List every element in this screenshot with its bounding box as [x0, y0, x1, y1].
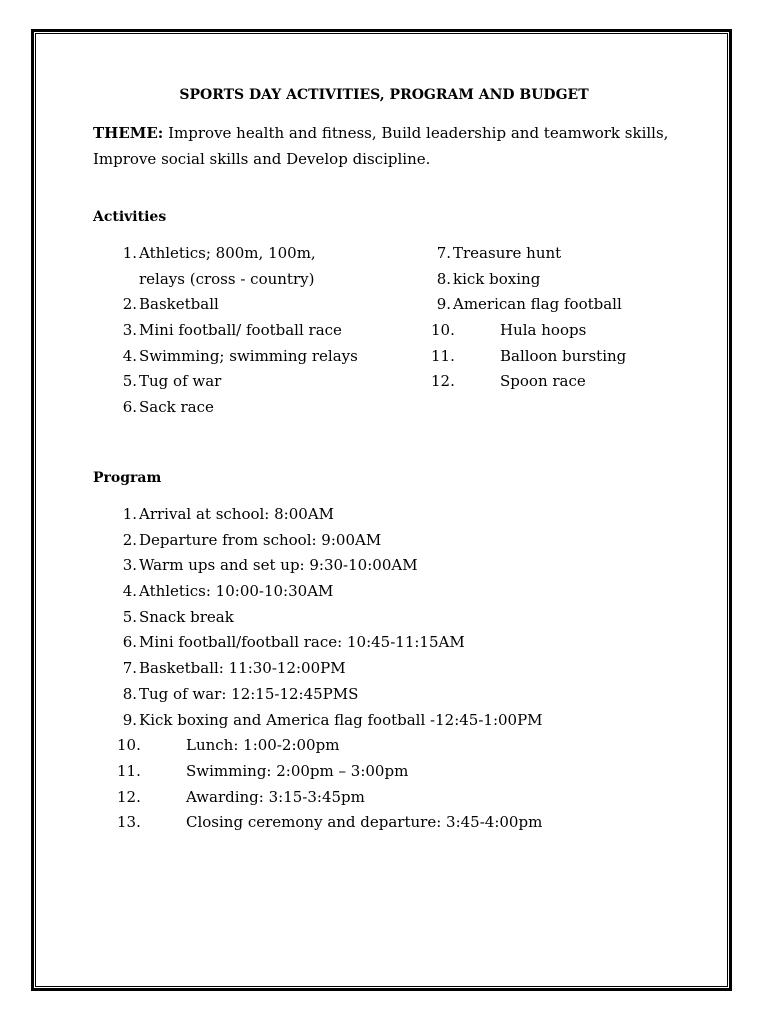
list-item [117, 292, 417, 318]
list-item-number: 9. [436, 295, 451, 314]
list-item-number: 4. [122, 346, 137, 365]
list-item-number: 8. [122, 684, 137, 703]
list-item [117, 553, 687, 579]
list-item-text: Athletics; 800m, 100m, [139, 244, 316, 262]
list-item [117, 708, 687, 734]
list-item-text: Treasure hunt [453, 244, 562, 262]
list-item [117, 682, 687, 708]
list-item-number: 6. [122, 633, 137, 652]
list-item-text: Balloon bursting [500, 346, 627, 365]
list-item [431, 318, 691, 344]
list-item-number: 12. [431, 372, 455, 391]
list-item-number: 2. [122, 295, 137, 314]
document-title: SPORTS DAY ACTIVITIES, PROGRAM AND BUDGET [179, 87, 589, 103]
list-item [117, 605, 687, 631]
activities-heading: Activities [93, 209, 167, 225]
program-list [117, 502, 687, 836]
list-item [117, 344, 417, 370]
list-item-text: Mini football/ football race [139, 321, 342, 340]
list-item-text: Departure from school: 9:00AM [139, 530, 382, 549]
list-item [117, 395, 417, 421]
list-item-text: Hula hoops [500, 321, 587, 340]
list-item-text: Basketball [139, 295, 219, 314]
list-item [117, 810, 687, 836]
list-item-text: Tug of war: 12:15-12:45PMS [139, 684, 359, 703]
list-item-text: Closing ceremony and departure: 3:45-4:00pm [186, 813, 543, 832]
list-item-text: Swimming; swimming relays [139, 346, 358, 365]
theme-label: THEME: [93, 124, 164, 142]
list-item [117, 630, 687, 656]
list-item [117, 785, 687, 811]
list-item-text: Sack race [139, 398, 214, 417]
list-item-text: Kick boxing and America flag football -12:45-1:00PM [139, 710, 543, 729]
list-item-text: relays (cross - country) [139, 269, 315, 288]
list-item-number: 5. [122, 372, 137, 391]
list-item [117, 579, 687, 605]
list-item-number: 1. [122, 244, 137, 262]
list-item [117, 656, 687, 682]
list-item-number: 11. [117, 761, 141, 780]
list-item [117, 528, 687, 554]
list-item-number: 3. [122, 556, 137, 575]
list-item-number: 7. [436, 244, 451, 262]
list-item-text: Snack break [139, 607, 234, 626]
list-item-number: 13. [117, 813, 141, 832]
list-item [117, 733, 687, 759]
program-heading: Program [93, 470, 162, 486]
list-item-number: 10. [117, 736, 141, 755]
list-item-text: kick boxing [453, 269, 541, 288]
list-item-number: 6. [122, 398, 137, 417]
list-item [431, 344, 691, 370]
list-item-number: 5. [122, 607, 137, 626]
list-item-text: Arrival at school: 8:00AM [139, 505, 335, 523]
list-item [117, 759, 687, 785]
list-item-text: Athletics: 10:00-10:30AM [139, 582, 334, 601]
list-item-number: 3. [122, 321, 137, 340]
list-item [431, 292, 691, 318]
list-item-text: Basketball: 11:30-12:00PM [139, 659, 346, 678]
list-item-text: Spoon race [500, 372, 586, 391]
list-item [117, 241, 417, 267]
list-item-text: Tug of war [139, 372, 222, 391]
list-item-text: Awarding: 3:15-3:45pm [186, 787, 365, 806]
list-item [431, 267, 691, 293]
list-item [431, 369, 691, 395]
theme-text: Improve health and fitness, Build leadership and teamwork skills, Improve social skills and Develop discipline. [93, 124, 669, 168]
list-item-number: 8. [436, 269, 451, 288]
list-item [117, 369, 417, 395]
list-item-continuation [117, 267, 417, 293]
list-item-text: American flag football [453, 295, 622, 314]
list-item-number: 2. [122, 530, 137, 549]
activities-list-left [117, 241, 417, 421]
activities-list-right [431, 241, 691, 395]
list-item-text: Lunch: 1:00-2:00pm [186, 736, 340, 755]
theme-paragraph [93, 120, 683, 172]
list-item-number: 11. [431, 346, 455, 365]
list-item-number: 7. [122, 659, 137, 678]
list-item [117, 318, 417, 344]
list-item-number: 10. [431, 321, 455, 340]
list-item-number: 1. [122, 505, 137, 523]
list-item [117, 502, 687, 528]
list-item [431, 241, 691, 267]
list-item-text: Swimming: 2:00pm – 3:00pm [186, 761, 409, 780]
list-item-text: Mini football/football race: 10:45-11:15AM [139, 633, 465, 652]
list-item-text: Warm ups and set up: 9:30-10:00AM [139, 556, 418, 575]
list-item-number: 12. [117, 787, 141, 806]
list-item-number: 4. [122, 582, 137, 601]
list-item-number: 9. [122, 710, 137, 729]
